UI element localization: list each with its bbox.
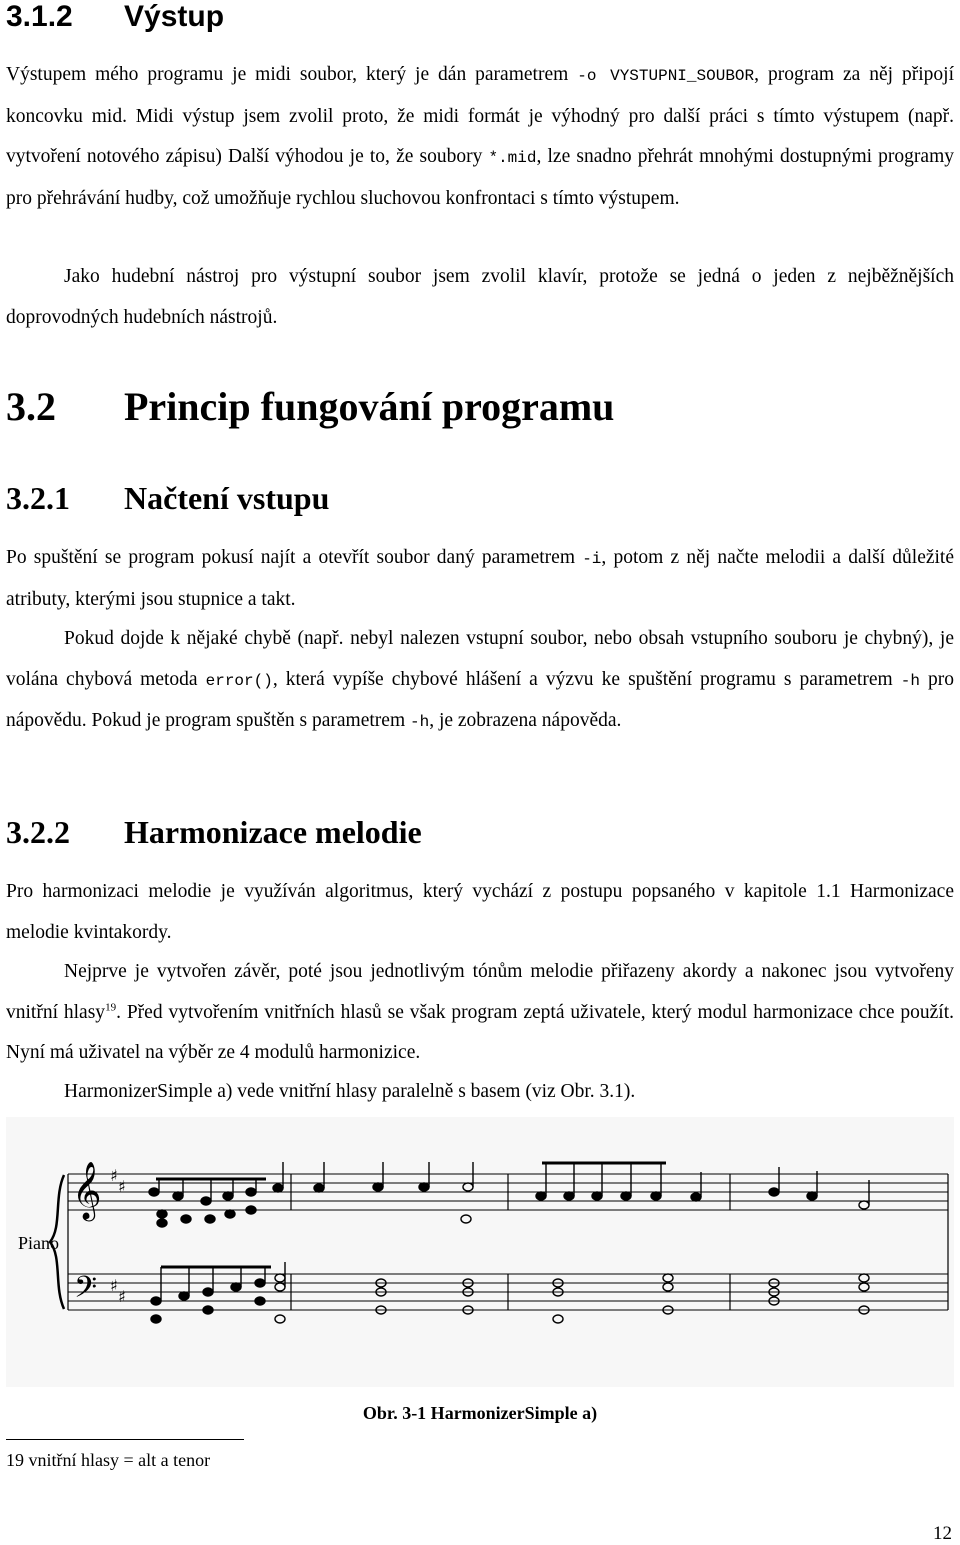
- heading-3-2: [6, 385, 614, 429]
- paragraph-error: [6, 619, 954, 743]
- heading-number: 3.2.2: [6, 814, 70, 850]
- page-number: 12: [933, 1523, 952, 1544]
- heading-3-1-2: [6, 0, 224, 34]
- heading-title: Princip fungování programu: [124, 384, 615, 429]
- text: Po spuštění se program pokusí najít a otevřít soubor daný parametrem: [6, 547, 583, 568]
- paragraph-input: [6, 538, 954, 620]
- heading-3-2-2: [6, 815, 422, 849]
- figure-caption: Obr. 3-1 HarmonizerSimple a): [362, 1403, 598, 1423]
- sheet-music-figure: [6, 1117, 954, 1387]
- text: , lze snadno přehrát mnohými dostupnými programy pro přehrávání hudby, což umožňuje rychlou sluchovou konfrontaci s tímto výstupem.: [6, 146, 954, 209]
- paragraph-harmonizer-simple: HarmonizerSimple a) vede vnitřní hlasy paralelně s basem (viz Obr. 3.1).: [64, 1081, 636, 1102]
- footnote-divider: [6, 1439, 244, 1440]
- text: , která vypíše chybové hlášení a výzvu ke spuštění programu s parametrem: [272, 668, 901, 690]
- paragraph-voices: [6, 952, 954, 1074]
- heading-number: 3.2: [6, 384, 56, 429]
- sharp-icon: ♯: [110, 1276, 118, 1295]
- code-param-h: -h: [410, 713, 430, 731]
- sharp-icon: ♯: [118, 1177, 126, 1196]
- code-param-i: -i: [582, 550, 602, 568]
- text: . Před vytvořením vnitřních hlasů se však program zeptá uživatele, který modul harmonizace chce použít. Nyní má uživatel na výběr ze 4 modulů harmonizice.: [6, 1001, 954, 1063]
- text: , program za něj připojí koncovku mid. Midi výstup jsem zvolil proto, že midi formát je výhodný pro další práci s tímto výstupem (např. vytvoření notového zápisu) Další výhodou je to, že soubory: [6, 64, 954, 167]
- footnote: 19 vnitřní hlasy = alt a tenor: [6, 1450, 211, 1470]
- code-param-h: -h: [900, 671, 920, 690]
- code-mid: *.mid: [488, 149, 537, 167]
- text: Nejprve je vytvořen závěr, poté jsou jednotlivým tónům melodie přiřazeny akordy a nakonec jsou vytvořeny vnitřní hlasy: [6, 961, 954, 1023]
- code-error: error(): [205, 671, 273, 690]
- text: pro nápovědu. Pokud je program spuštěn s parametrem: [6, 668, 954, 731]
- heading-number: 3.1.2: [6, 0, 73, 33]
- paragraph-harmonization: Pro harmonizaci melodie je využíván algoritmus, který vychází z postupu popsaného v kapitole 1.1 Harmonizace melodie kvintakordy.: [6, 881, 954, 943]
- paragraph-output: [6, 55, 954, 219]
- heading-title: Výstup: [124, 0, 225, 33]
- treble-notes: [149, 1162, 869, 1227]
- code-param-o: -o VYSTUPNI_SOUBOR: [577, 67, 755, 85]
- treble-clef-icon: 𝄞: [72, 1161, 102, 1219]
- text: Pokud dojde k nějaké chybě (např. nebyl nalezen vstupní soubor, nebo obsah vstupního souboru je chybný), je volána chybová metoda: [6, 628, 954, 690]
- text: , potom z něj načte melodii a další důležité atributy, kterými jsou stupnice a takt.: [6, 547, 954, 610]
- text: Výstupem mého programu je midi soubor, který je dán parametrem: [6, 64, 578, 85]
- instrument-label: Piano: [18, 1233, 60, 1253]
- paragraph-instrument: Jako hudební nástroj pro výstupní soubor jsem zvolil klavír, protože se jedná o jeden z nejběžnějších doprovodných hudebních nástrojů.: [6, 266, 954, 328]
- text: , je zobrazena nápověda.: [429, 710, 622, 731]
- heading-title: Načtení vstupu: [124, 480, 330, 516]
- heading-number: 3.2.1: [6, 480, 70, 516]
- footnote-ref: 19: [105, 1001, 117, 1013]
- bass-clef-icon: 𝄢: [74, 1271, 98, 1312]
- piano-score: [6, 1117, 954, 1387]
- sharp-icon: ♯: [118, 1287, 126, 1306]
- sharp-icon: ♯: [110, 1166, 118, 1185]
- heading-3-2-1: [6, 481, 329, 515]
- heading-title: Harmonizace melodie: [124, 814, 422, 850]
